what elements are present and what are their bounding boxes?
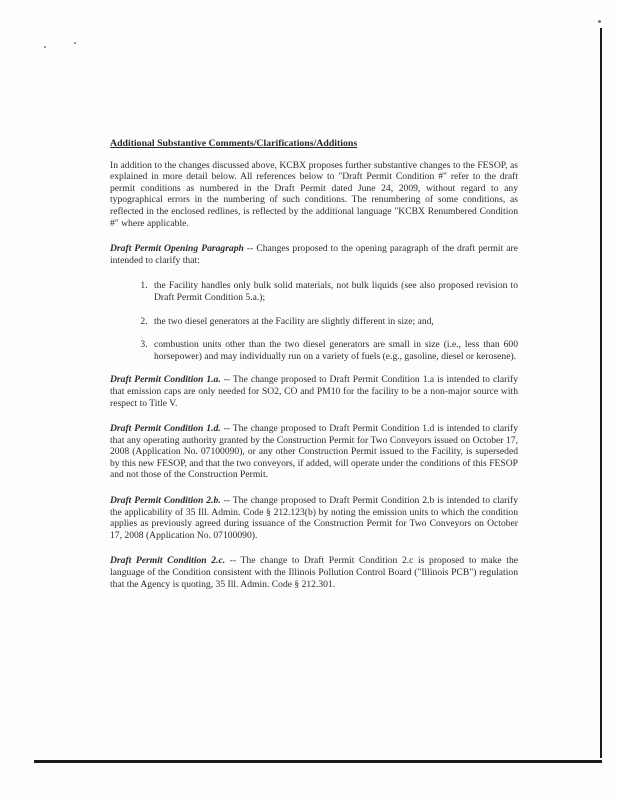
paragraph-lead: Draft Permit Opening Paragraph [110, 243, 244, 255]
condition-paragraph-1d [110, 423, 518, 481]
condition-paragraph-2b [110, 495, 518, 541]
intro-paragraph: In addition to the changes discussed above, KCBX proposes further substantive changes to the FESOP, as explained in more detail below. All references below to "Draft Permit Condition #" refer to the draft permit conditions as numbered in the Draft Permit dated June 24, 2009, without regard to any typographical errors in the numbering of such conditions. The renumbering of some conditions, as reflected in the enclosed redlines, is reflected by the additional language "KCBX Renumbered Condition #" where applicable. [110, 159, 518, 229]
paragraph-text: -- The change proposed to Draft Permit Condition 1.d is intended to clarify that any operating authority granted by the Construction Permit for Two Conveyors issued on October 17, 2008 (Application No. 07100090), or any other Construction Permit issued to the Facility, is superseded by this new FESOP, and that the two conveyors, if added, will operate under the conditions of this FESOP and not those of the Construction Permit. [110, 423, 518, 481]
scan-speck [598, 20, 601, 23]
list-item: 3. combustion units other than the two diesel generators are small in size (i.e., less than 600 horsepower) and may individually run on a variety of fuels (e.g., gasoline, diesel or kerosene). [150, 339, 518, 362]
condition-paragraph-1a [110, 374, 518, 409]
list-item: 1. the Facility handles only bulk solid materials, not bulk liquids (see also proposed revision to Draft Permit Condition 5.a.); [150, 280, 518, 303]
clarification-list [110, 280, 518, 362]
scan-speck [44, 46, 46, 48]
paragraph-lead: Draft Permit Condition 1.a. [110, 374, 221, 386]
paragraph-lead: Draft Permit Condition 2.c. [110, 555, 226, 567]
paragraph-text: -- The change proposed to Draft Permit Condition 2.b is intended to clarify the applicability of 35 Ill. Admin. Code § 212.123(b) by noting the emission units to which the condition applies as previously agreed during issuance of the Construction Permit for Two Conveyors on October 17, 2008 (Application No. 07100090). [110, 495, 518, 541]
paragraph-lead: Draft Permit Condition 1.d. [110, 423, 221, 435]
paragraph-text: -- Changes proposed to the opening paragraph of the draft permit are intended to clarify that: [110, 243, 518, 266]
condition-paragraph-2c [110, 555, 518, 590]
paragraph-text: -- The change proposed to Draft Permit Condition 1.a is intended to clarify that emission caps are only needed for SO2, CO and PM10 for the facility to be a non-major source with respect to Title V. [110, 374, 518, 409]
scan-speck [74, 42, 76, 44]
paragraph-text: -- The change to Draft Permit Condition 2.c is proposed to make the language of the Condition consistent with the Illinois Pollution Control Board ("Illinois PCB") regulation that the Agency is quoting, 35 Ill. Admin. Code § 212.301. [110, 555, 519, 590]
page-border-bottom [34, 760, 602, 763]
paragraph-lead: Draft Permit Condition 2.b. [110, 495, 221, 507]
document-body [110, 138, 518, 604]
opening-paragraph [110, 243, 518, 266]
page-border-right [600, 28, 602, 758]
list-item: 2. the two diesel generators at the Facility are slightly different in size; and, [150, 316, 518, 328]
section-heading: Additional Substantive Comments/Clarifications/Additions [110, 138, 358, 149]
